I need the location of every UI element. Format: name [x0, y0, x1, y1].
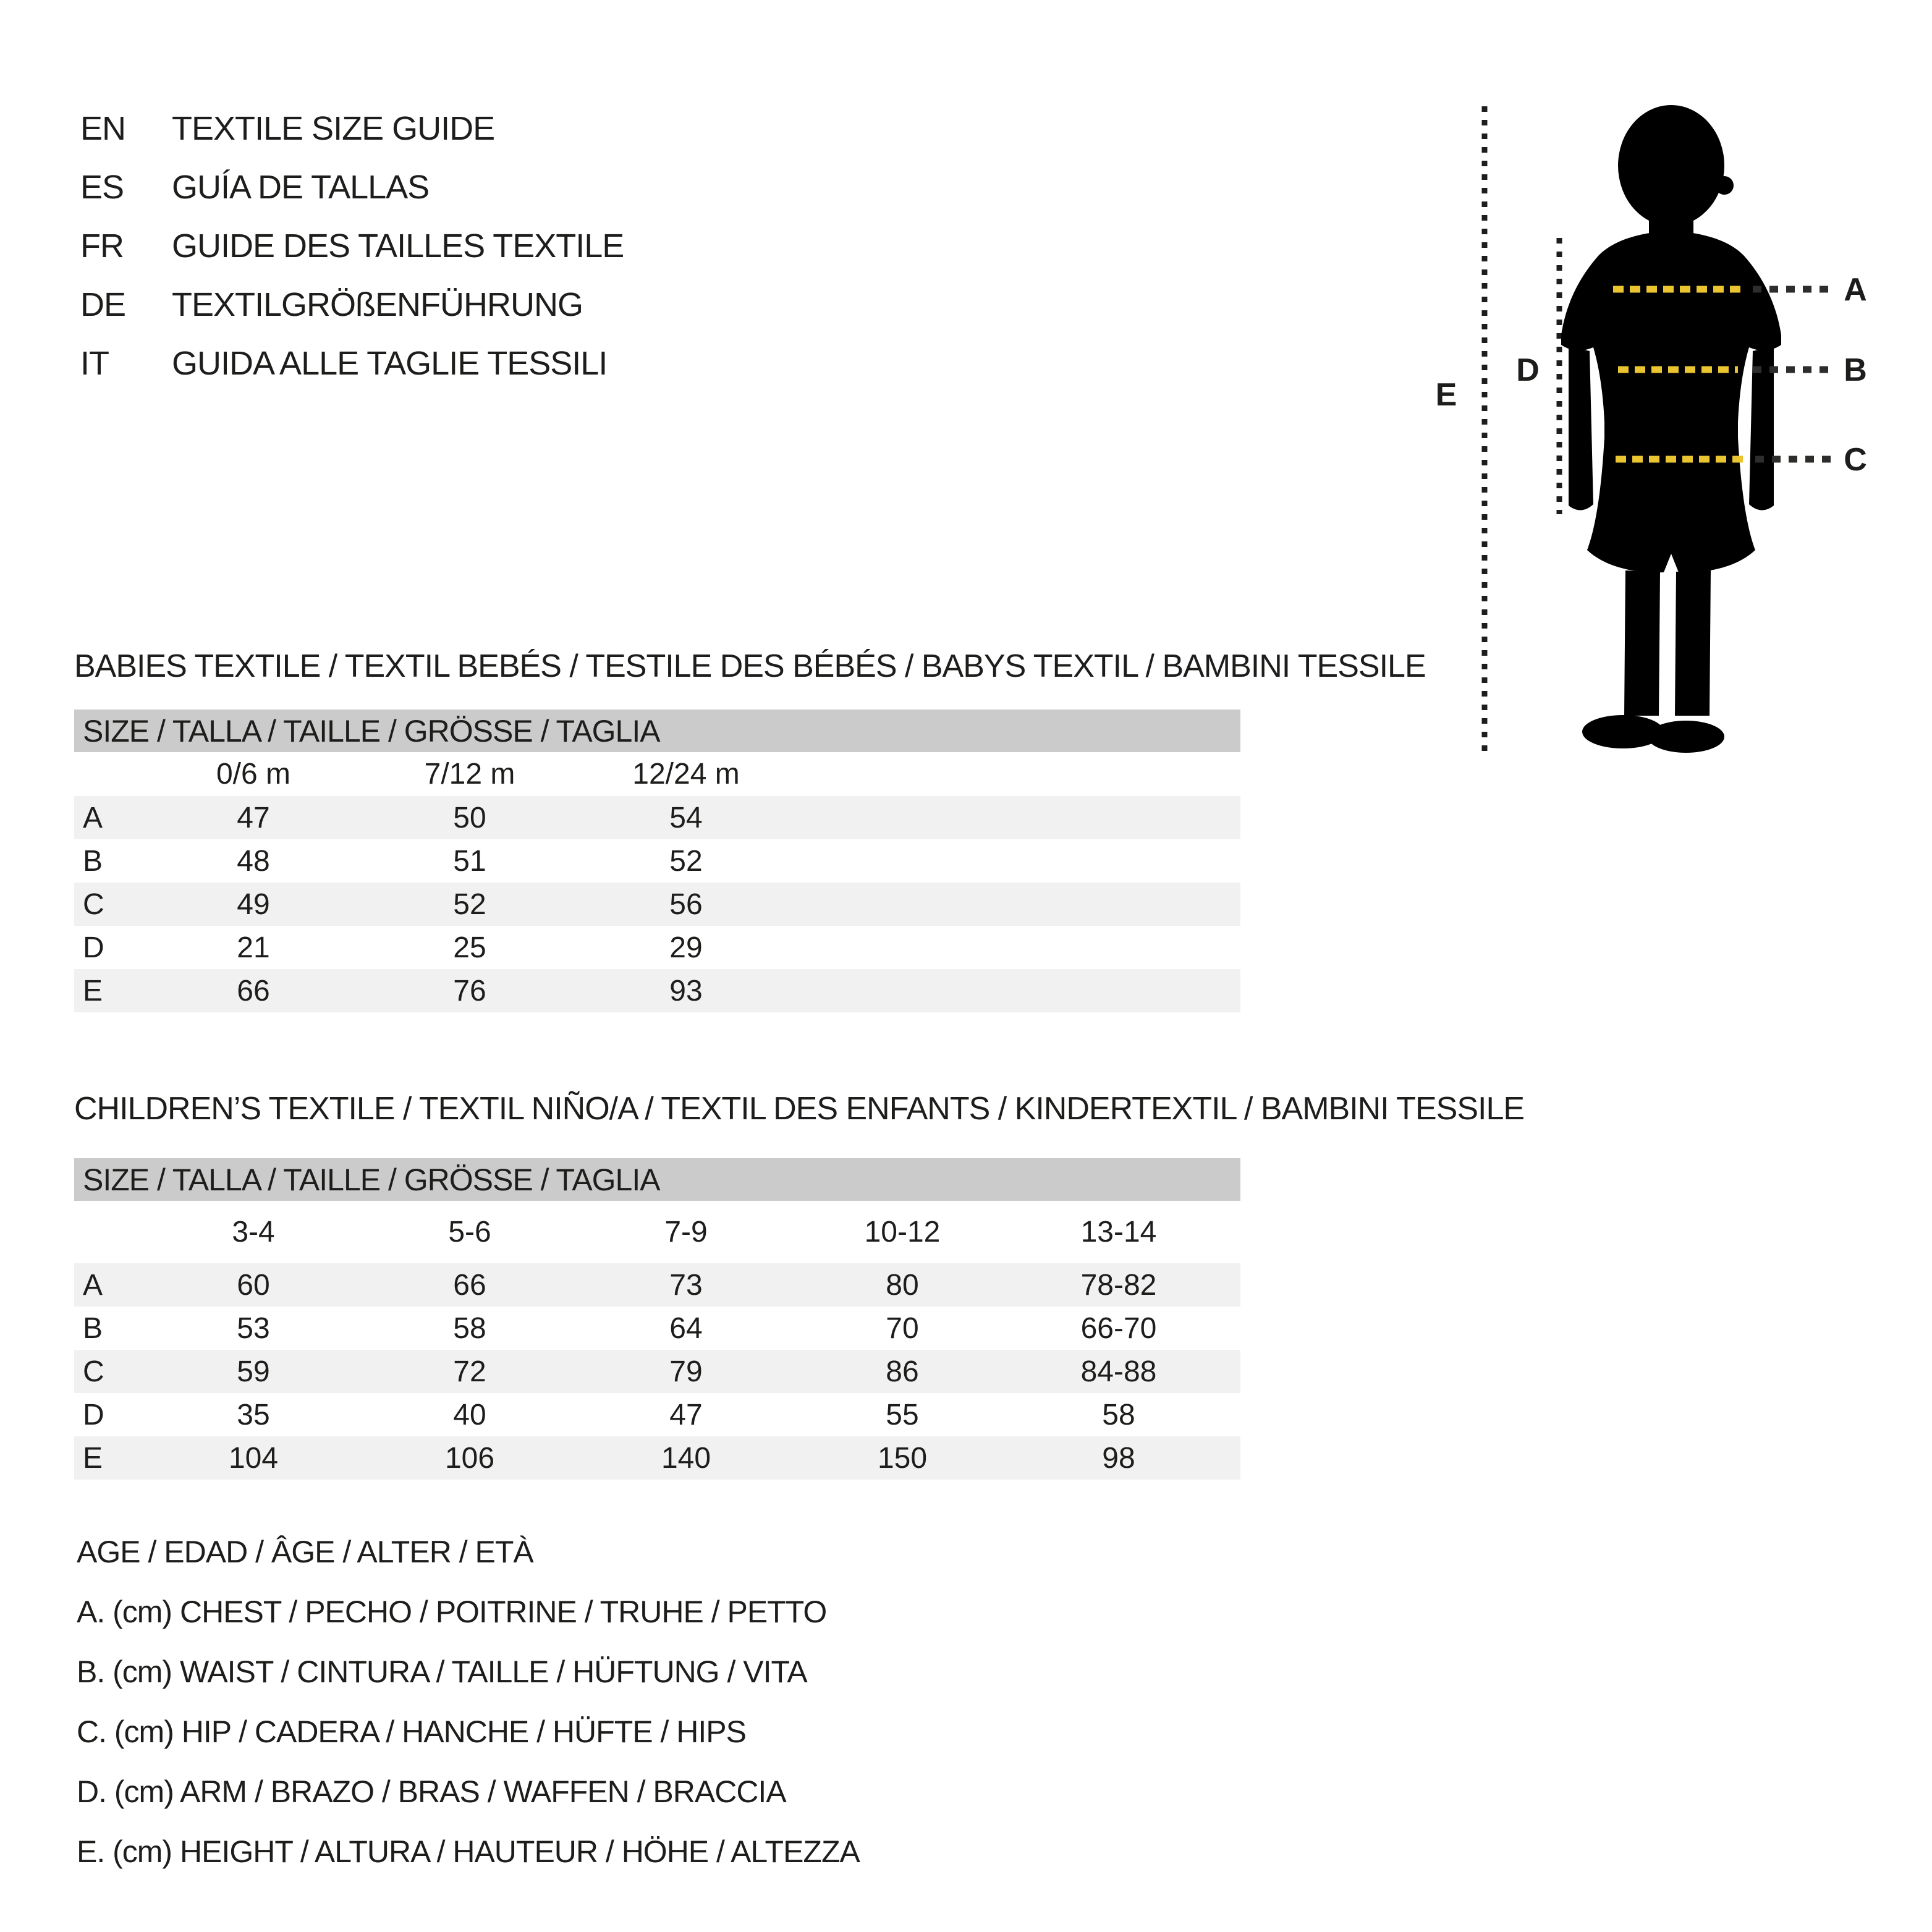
language-code: DE — [80, 286, 126, 323]
table-cell: 140 — [661, 1441, 711, 1475]
language-row-en — [80, 99, 624, 158]
table-row — [74, 969, 1240, 1012]
table-cell: 104 — [228, 1441, 279, 1475]
language-code: FR — [80, 227, 124, 265]
table-cell: 53 — [237, 1311, 270, 1345]
table-cell: 21 — [237, 931, 270, 964]
legend-chest-line: A. (cm) CHEST / PECHO / POITRINE / TRUHE / PETTO — [77, 1594, 827, 1629]
arm-measure-line-d — [1516, 238, 1559, 514]
babies-column-header-row — [74, 752, 1240, 796]
table-cell: 48 — [237, 844, 270, 878]
legend-hip-line: C. (cm) HIP / CADERA / HANCHE / HÜFTE / HIPS — [77, 1714, 746, 1749]
column-header: 5-6 — [448, 1216, 491, 1248]
row-label: D — [83, 1398, 104, 1431]
table-row — [74, 883, 1240, 926]
table-cell: 58 — [1102, 1398, 1135, 1431]
table-cell: 54 — [669, 801, 703, 834]
table-cell: 52 — [453, 888, 486, 921]
row-label: E — [83, 974, 103, 1007]
table-cell: 79 — [669, 1355, 703, 1388]
table-cell: 72 — [453, 1355, 486, 1388]
table-cell: 66-70 — [1080, 1311, 1157, 1345]
legend-height-line: E. (cm) HEIGHT / ALTURA / HAUTEUR / HÖHE / ALTEZZA — [77, 1834, 860, 1869]
guide-title-fr: GUIDE DES TAILLES TEXTILE — [172, 227, 624, 265]
language-title-list — [80, 99, 624, 392]
table-cell: 58 — [453, 1311, 486, 1345]
table-cell: 51 — [453, 844, 486, 878]
measurement-diagram — [1421, 104, 1895, 763]
column-header: 7-9 — [664, 1216, 708, 1248]
table-row — [74, 839, 1240, 883]
measure-label-b: B — [1844, 352, 1867, 388]
guide-title-es: GUÍA DE TALLAS — [172, 168, 430, 206]
size-header-label: SIZE / TALLA / TAILLE / GRÖSSE / TAGLIA — [83, 713, 660, 748]
table-cell: 55 — [886, 1398, 919, 1431]
measure-label-a: A — [1844, 272, 1867, 308]
row-label: E — [83, 1441, 103, 1475]
table-cell: 84-88 — [1080, 1355, 1157, 1388]
column-header: 13-14 — [1080, 1216, 1157, 1248]
children-size-header-bar — [74, 1158, 1240, 1201]
table-cell: 52 — [669, 844, 703, 878]
row-label: A — [83, 1268, 103, 1302]
table-cell: 60 — [237, 1268, 270, 1302]
row-label: C — [83, 888, 104, 921]
children-column-header-row — [74, 1201, 1240, 1263]
table-cell: 98 — [1102, 1441, 1135, 1475]
column-header: 12/24 m — [632, 758, 740, 790]
table-row — [74, 926, 1240, 969]
measurement-legend — [77, 1522, 860, 1881]
row-label: C — [83, 1355, 104, 1388]
table-cell: 80 — [886, 1268, 919, 1302]
children-size-table — [74, 1158, 1240, 1480]
language-code: IT — [80, 344, 109, 382]
column-header: 3-4 — [232, 1216, 275, 1248]
babies-section-title: BABIES TEXTILE / TEXTIL BEBÉS / TESTILE DES BÉBÉS / BABYS TEXTIL / BAMBINI TESSILE — [74, 648, 1426, 684]
size-header-label: SIZE / TALLA / TAILLE / GRÖSSE / TAGLIA — [83, 1162, 660, 1197]
column-header: 0/6 m — [216, 758, 291, 790]
column-header: 10-12 — [864, 1216, 941, 1248]
child-silhouette — [1561, 105, 1781, 753]
children-section-title: CHILDREN’S TEXTILE / TEXTIL NIÑO/A / TEXTIL DES ENFANTS / KINDERTEXTIL / BAMBINI TESSILE — [74, 1091, 1525, 1127]
table-cell: 64 — [669, 1311, 703, 1345]
guide-title-it: GUIDA ALLE TAGLIE TESSILI — [172, 344, 608, 382]
language-row-fr — [80, 216, 624, 275]
row-label: B — [83, 1311, 103, 1345]
table-row — [74, 796, 1240, 839]
guide-title-de: TEXTILGRÖßENFÜHRUNG — [172, 286, 583, 323]
legend-arm-line: D. (cm) ARM / BRAZO / BRAS / WAFFEN / BRACCIA — [77, 1774, 786, 1809]
column-header: 7/12 m — [424, 758, 515, 790]
language-code: ES — [80, 168, 124, 206]
table-cell: 73 — [669, 1268, 703, 1302]
table-cell: 86 — [886, 1355, 919, 1388]
table-cell: 59 — [237, 1355, 270, 1388]
guide-title-en: TEXTILE SIZE GUIDE — [172, 109, 495, 147]
table-cell: 49 — [237, 888, 270, 921]
measure-label-d: D — [1516, 352, 1540, 388]
table-cell: 25 — [453, 931, 486, 964]
table-cell: 150 — [877, 1441, 928, 1475]
row-label: D — [83, 931, 104, 964]
language-code: EN — [80, 109, 126, 147]
measure-label-c: C — [1844, 442, 1867, 478]
babies-size-table — [74, 710, 1240, 1012]
table-cell: 50 — [453, 801, 486, 834]
table-cell: 47 — [237, 801, 270, 834]
table-cell: 66 — [237, 974, 270, 1007]
table-cell: 66 — [453, 1268, 486, 1302]
language-row-it — [80, 334, 624, 392]
table-cell: 76 — [453, 974, 486, 1007]
table-cell: 29 — [669, 931, 703, 964]
table-row — [74, 1350, 1240, 1393]
table-cell: 78-82 — [1080, 1268, 1157, 1302]
table-row — [74, 1263, 1240, 1307]
table-cell: 106 — [444, 1441, 495, 1475]
language-row-de — [80, 275, 624, 334]
table-cell: 40 — [453, 1398, 486, 1431]
row-label: A — [83, 801, 103, 834]
babies-size-header-bar — [74, 710, 1240, 752]
table-cell: 56 — [669, 888, 703, 921]
row-label: B — [83, 844, 103, 878]
language-row-es — [80, 158, 624, 216]
table-cell: 70 — [886, 1311, 919, 1345]
height-measure-line-e — [1436, 106, 1485, 755]
table-row — [74, 1307, 1240, 1350]
table-cell: 35 — [237, 1398, 270, 1431]
table-cell: 93 — [669, 974, 703, 1007]
table-row — [74, 1436, 1240, 1480]
table-cell: 47 — [669, 1398, 703, 1431]
legend-age-line: AGE / EDAD / ÂGE / ALTER / ETÀ — [77, 1534, 533, 1569]
measure-label-e: E — [1435, 377, 1457, 413]
table-row — [74, 1393, 1240, 1436]
legend-waist-line: B. (cm) WAIST / CINTURA / TAILLE / HÜFTUNG / VITA — [77, 1654, 807, 1689]
